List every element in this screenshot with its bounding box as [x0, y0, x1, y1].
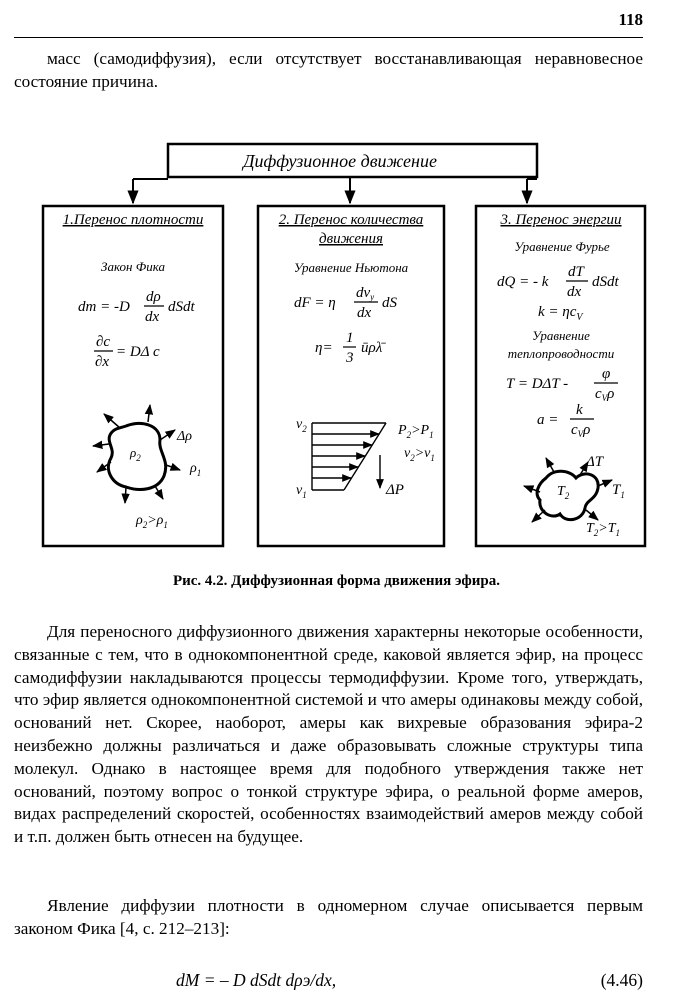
box2-law: Уравнение Ньютона — [293, 260, 409, 275]
box3-t1: $T_1$ — [612, 482, 625, 500]
box2-eq2-den: 3 — [346, 350, 354, 366]
box1-rho2: $\rho_2$ — [130, 445, 141, 463]
box2-v2: $v_2$ — [296, 417, 307, 434]
body-paragraph-2: Явление диффузии плотности в одномерном случае описывается первым законом Фика [4, с. 212–213]: — [14, 896, 643, 938]
connector-arrows — [133, 177, 537, 203]
box3-t-cond: $T_2>T_1$ — [586, 521, 621, 538]
box3-eq4-den: $c_V\rho$ — [571, 422, 591, 439]
page-number: 118 — [618, 10, 643, 29]
box2-title-line2: движения — [319, 231, 383, 247]
box2-v-cond: $v_2>v_1$ — [404, 446, 435, 463]
box3-eq3-lhs: T = DΔT - — [506, 376, 569, 392]
box3-eq4-lhs: a = — [537, 412, 559, 428]
box1-eq1-lhs: dm = -D — [78, 299, 130, 315]
box2-v1: $v_1$ — [296, 483, 307, 500]
box2-eq1-den: dx — [357, 305, 372, 321]
box3-eq4-num: k — [576, 402, 583, 418]
equation-number: (4.46) — [600, 970, 643, 990]
box3-eq1-num: dT — [568, 264, 584, 280]
box1-eq2-rhs: = DΔ c — [116, 344, 160, 360]
box1-eq1-rhs: dSdt — [168, 299, 195, 315]
box-density-transfer — [43, 206, 223, 546]
box-momentum-transfer — [258, 206, 444, 546]
box3-t2: $T_2$ — [557, 484, 570, 501]
box3-dt: ΔT — [586, 454, 604, 470]
box3-eq1-den: dx — [567, 284, 582, 300]
box2-eq1-num: $dv_y$ — [356, 285, 375, 302]
box1-drho: Δρ — [177, 429, 192, 444]
box2-p-cond: $P_2>P_1$ — [398, 423, 434, 440]
box2-eq2-rhs: ūρλ̄ — [361, 340, 383, 356]
box1-eq1-den: dx — [145, 309, 160, 325]
velocity-profile-diagram — [312, 423, 386, 490]
box1-rho1: $\rho_1$ — [190, 461, 202, 478]
box3-law2-line2: теплопроводности — [507, 346, 615, 361]
box1-condition: $\rho_2>\rho_1$ — [136, 513, 168, 530]
box2-eq1-lhs: dF = η — [294, 295, 336, 311]
intro-paragraph: масс (самодиффузия), если отсутствует восстанавливающая неравновесное состояние причина. — [14, 49, 643, 91]
box2-dp: ΔP — [386, 482, 404, 498]
box2-title-line1: 2. Перенос количества — [278, 212, 424, 228]
box2-eq2-num: 1 — [346, 330, 354, 346]
figure-caption: Рис. 4.2. Диффузионная форма движения эфира. — [172, 573, 501, 589]
box3-eq3-num: φ — [602, 366, 611, 382]
box3-eq2: $k = \eta c_V$ — [538, 304, 583, 323]
box3-law2-line1: Уравнение — [532, 328, 590, 343]
figure-title: Диффузионное движение — [243, 151, 437, 171]
box1-eq2-den: ∂x — [95, 354, 110, 370]
equation-text: dM = – D dSdt dρэ/dx, — [176, 970, 337, 990]
box1-title: 1.Перенос плотности — [62, 212, 204, 228]
box2-eq2-lhs: η= — [315, 340, 333, 356]
box1-law: Закон Фика — [101, 259, 165, 274]
box3-eq1-rhs: dSdt — [592, 274, 619, 290]
body-paragraph-1: Для переносного диффузионного движения характерны некоторые особенности, связанные с тем, что в однокомпонентной среде, каковой является эфир, на процесс самодиффузии накладываются процессы термодиффузии. Кроме того, утверждать, что эфир является однокомпонентной системой и что амеры одинаковы между собой, оснований нет. Скорее, наоборот, амеры как вихревые образования эфира-2 неизбежно должны различаться и даже образовывать сложные структуры типа молекул. Однако в настоящее время для подобного утверждения также нет оснований, поэтому вопрос о тонкой структуре эфира, о реальной форме амеров, видах распределений скоростей, особенностях взаимодействий амеров между собой и т.п. должен быть отнесен на будущее. — [14, 622, 643, 847]
box3-title: 3. Перенос энергии — [500, 212, 622, 228]
box3-law1: Уравнение Фурье — [514, 239, 610, 254]
box3-eq3-den: $c_V\rho$ — [595, 386, 615, 403]
box2-eq1-rhs: dS — [382, 295, 397, 311]
box3-eq1-lhs: dQ = - k — [497, 274, 549, 290]
box1-eq1-num: dρ — [146, 289, 161, 305]
box1-eq2-num: ∂c — [96, 334, 111, 350]
